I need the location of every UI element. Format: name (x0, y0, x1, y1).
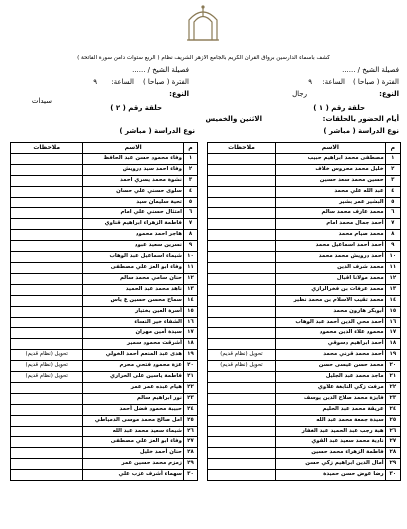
row-number: ١٢ (183, 273, 197, 284)
row-name: محمد حسن عيسى حسن (276, 361, 386, 372)
row-name: أحمد ابراهيم دسوقي (276, 339, 386, 350)
table-row (11, 197, 198, 208)
row-note (208, 372, 276, 383)
row-name: وفاء احمد سيد درويش (83, 164, 184, 175)
right-type-label: النوع: (379, 90, 399, 98)
table-header-row (11, 143, 198, 154)
row-note (208, 241, 276, 252)
table-row (208, 208, 401, 219)
row-name: شيماء اسماعيل عبد الوهاب (83, 252, 184, 263)
row-name: أحمد جمال محمد امام (276, 219, 386, 230)
row-note (11, 415, 83, 426)
row-note (11, 328, 83, 339)
row-number: ١١ (385, 262, 400, 273)
table-row (208, 415, 401, 426)
row-name: أحمد محمد قرني محمد (276, 350, 386, 361)
row-name: هدى عبد المنعم أحمد الخولي (83, 350, 184, 361)
row-note (11, 230, 83, 241)
table-row (208, 448, 401, 459)
row-name: وفاء ابو العز علي مصطفى (83, 262, 184, 273)
row-number: ٣ (385, 175, 400, 186)
row-note (11, 186, 83, 197)
col-num-header: م (385, 143, 400, 154)
left-circle: حلقة رقم ( ٢ ) (110, 104, 162, 112)
row-note (208, 328, 276, 339)
row-number: ٩ (183, 241, 197, 252)
row-name: عزة محمود فتحي محرم (83, 361, 184, 372)
row-name: أشرقت محمود سمير (83, 339, 184, 350)
table-row (208, 219, 401, 230)
col-name-header: الاسم (276, 143, 386, 154)
azhar-logo (184, 2, 222, 46)
row-number: ٢٠ (183, 361, 197, 372)
row-number: ١٦ (183, 317, 197, 328)
row-name: فاطمة الزهراء محمد حسين (276, 448, 386, 459)
row-name: أسرة العين بختيار (83, 306, 184, 317)
row-number: ٢٩ (183, 459, 197, 470)
left-hour-value: ٩ (93, 78, 97, 86)
row-number: ٥ (183, 197, 197, 208)
row-name: خليل محمد محروس خلاف (276, 164, 386, 175)
row-number: ١٥ (183, 306, 197, 317)
row-note (208, 437, 276, 448)
row-number: ١ (385, 153, 400, 164)
row-number: ٢٧ (183, 437, 197, 448)
row-number: ٣٠ (385, 470, 400, 481)
row-number: ١٣ (183, 284, 197, 295)
table-row (208, 284, 401, 295)
row-note (11, 241, 83, 252)
row-note (11, 317, 83, 328)
row-number: ٣٠ (183, 470, 197, 481)
row-number: ٢ (385, 164, 400, 175)
table-row (208, 393, 401, 404)
table-row (11, 284, 198, 295)
row-name: وفاء ابو العز علي مصطفى (83, 437, 184, 448)
row-note (208, 186, 276, 197)
row-note (11, 295, 83, 306)
row-name: هاجر احمد محمود (83, 230, 184, 241)
left-hour-label: الساعة: (111, 78, 134, 86)
row-name: عريقة محمد عبد الحليم (276, 404, 386, 415)
table-row (208, 262, 401, 273)
row-number: ٢٢ (385, 382, 400, 393)
table-row (208, 230, 401, 241)
left-level: فصيلة الشيخ / ...... (132, 66, 189, 74)
table-row (11, 219, 198, 230)
row-note (208, 208, 276, 219)
row-number: ٢٨ (183, 448, 197, 459)
table-row (11, 262, 198, 273)
row-name: شيماء سعيد محمد عبد الله (83, 426, 184, 437)
table-row (208, 317, 401, 328)
row-note (208, 197, 276, 208)
row-name: عبد الله علي محمد (276, 186, 386, 197)
table-row (11, 393, 198, 404)
row-name: حبيبة محمود فضل أحمد (83, 404, 184, 415)
table-row (11, 164, 198, 175)
table-row (208, 241, 401, 252)
row-number: ٦ (385, 208, 400, 219)
row-note (11, 273, 83, 284)
col-name-header: الاسم (83, 143, 184, 154)
row-name: محمود علاء الدين محمود (276, 328, 386, 339)
table-row (11, 437, 198, 448)
row-note (208, 339, 276, 350)
row-note (11, 459, 83, 470)
row-note (11, 382, 83, 393)
row-name: هبة رجب عبد الحميد عبد الغفار (276, 426, 386, 437)
row-note (208, 164, 276, 175)
row-number: ١٩ (183, 350, 197, 361)
row-name: البشير عمر بشير (276, 197, 386, 208)
table-row (11, 252, 198, 263)
table-row (11, 295, 198, 306)
row-name: محمد صيام محمد (276, 230, 386, 241)
row-note (208, 284, 276, 295)
row-note (11, 153, 83, 164)
row-name: فاطمة ياسين على الحراري (83, 372, 184, 383)
row-number: ٢٨ (385, 448, 400, 459)
table-row (11, 459, 198, 470)
right-roster-table (207, 142, 401, 481)
row-number: ٣ (183, 175, 197, 186)
row-name: سماح محسن حسين ع ياس (83, 295, 184, 306)
row-number: ١٧ (385, 328, 400, 339)
row-note (208, 252, 276, 263)
row-name: سيدة جمعة محمد عبد الله (276, 415, 386, 426)
row-name: مصطفى محمد ابراهيم حبيب (276, 153, 386, 164)
table-row (208, 153, 401, 164)
row-note (11, 448, 83, 459)
row-number: ٢٧ (385, 437, 400, 448)
row-note: تحويل (نظام قديم) (208, 361, 276, 372)
table-row (11, 306, 198, 317)
row-note (208, 415, 276, 426)
row-name: نور ابراهيم سالم (83, 393, 184, 404)
row-number: ٢٢ (183, 382, 197, 393)
table-row (208, 186, 401, 197)
row-note (11, 426, 83, 437)
row-number: ١٠ (183, 252, 197, 263)
row-note (208, 459, 276, 470)
row-number: ٢١ (385, 372, 400, 383)
row-note (208, 448, 276, 459)
table-row (11, 350, 198, 361)
row-note (11, 175, 83, 186)
row-number: ٧ (183, 219, 197, 230)
right-days-label: أيام الحضور بالحلقات: (322, 115, 399, 123)
row-name: ماجد محمد عبد الجليل (276, 372, 386, 383)
row-number: ٢٤ (385, 404, 400, 415)
row-number: ٥ (385, 197, 400, 208)
row-number: ٧ (385, 219, 400, 230)
row-name: حنان سامي محمد سالم (83, 273, 184, 284)
row-note (208, 426, 276, 437)
table-row (11, 273, 198, 284)
row-note (11, 404, 83, 415)
row-number: ٩ (385, 241, 400, 252)
row-note (208, 470, 276, 481)
left-type-label: النوع: (169, 90, 189, 98)
row-name: أحمد درويش محمد محمد (276, 252, 386, 263)
row-number: ١٨ (385, 339, 400, 350)
table-row (208, 328, 401, 339)
table-row (208, 339, 401, 350)
row-number: ١٠ (385, 252, 400, 263)
row-note (11, 339, 83, 350)
row-note (208, 262, 276, 273)
row-note (208, 382, 276, 393)
row-name: فاطمة الزهراء ابراهيم قناوي (83, 219, 184, 230)
right-days-value: الاثنين والخميس (205, 115, 262, 123)
row-note (208, 219, 276, 230)
row-note (11, 306, 83, 317)
left-roster-table (10, 142, 198, 481)
row-note (11, 252, 83, 263)
row-number: ٨ (183, 230, 197, 241)
col-notes-header: ملاحظات (11, 143, 83, 154)
row-number: ٢٦ (183, 426, 197, 437)
table-row (208, 175, 401, 186)
table-row (11, 382, 198, 393)
row-name: فايزة محمد صلاح الدين يوسف (276, 393, 386, 404)
row-note (11, 219, 83, 230)
row-name: تحية سليمان سيد (83, 197, 184, 208)
table-row (208, 382, 401, 393)
row-note (11, 262, 83, 273)
row-name: أحمد أحمد اسماعيل محمد (276, 241, 386, 252)
left-study-type: نوع الدراسة ( مباشر ) (119, 127, 195, 135)
row-name: رضا عوض حسن حميدة (276, 470, 386, 481)
row-number: ٢٩ (385, 459, 400, 470)
right-study-type: نوع الدراسة ( مباشر ) (323, 127, 399, 135)
row-name: امتثال حسني علي امام (83, 208, 184, 219)
table-row (208, 437, 401, 448)
row-name: محمد تقيب الاسلام بن محمد نظير (276, 295, 386, 306)
row-name: ناهد محمد عبد الحميد (83, 284, 184, 295)
table-row (11, 230, 198, 241)
row-name: الشفاء خير النساء (83, 317, 184, 328)
row-note (11, 208, 83, 219)
row-note (11, 437, 83, 448)
table-row (208, 426, 401, 437)
row-number: ١٤ (385, 295, 400, 306)
row-name: هيام عبده عمر عمر (83, 382, 184, 393)
right-hour-label: الساعة: (322, 78, 345, 86)
row-name: أمال الدين ابراهيم زكي حسن (276, 459, 386, 470)
table-row (11, 404, 198, 415)
row-name: محمد شرف الدين (276, 262, 386, 273)
row-note: تحويل (نظام قديم) (11, 350, 83, 361)
row-number: ٢٠ (385, 361, 400, 372)
row-name: حسين محمد سعد حسين (276, 175, 386, 186)
row-number: ٢٣ (183, 393, 197, 404)
row-name: حنان أحمد خليل (83, 448, 184, 459)
row-number: ١١ (183, 262, 197, 273)
row-number: ٨ (385, 230, 400, 241)
table-header-row (208, 143, 401, 154)
row-note (11, 470, 83, 481)
row-name: محمد مولانا اقبال (276, 273, 386, 284)
row-number: ١٢ (385, 273, 400, 284)
row-note (208, 306, 276, 317)
row-note (208, 175, 276, 186)
right-circle: حلقة رقم ( ١ ) (313, 104, 365, 112)
row-note (208, 404, 276, 415)
row-name: سلوى حسني علي حسان (83, 186, 184, 197)
row-name: أبوبكر هارون محمد (276, 306, 386, 317)
table-row (208, 273, 401, 284)
row-number: ٢٥ (183, 415, 197, 426)
row-name: نشوة محمد يسري احمد (83, 175, 184, 186)
table-row (11, 208, 198, 219)
table-row (208, 197, 401, 208)
row-number: ٢٦ (385, 426, 400, 437)
table-row (11, 372, 198, 383)
row-number: ١٣ (385, 284, 400, 295)
row-number: ١٦ (385, 317, 400, 328)
row-note: تحويل (نظام قديم) (208, 350, 276, 361)
col-notes-header: ملاحظات (208, 143, 276, 154)
row-name: أحمد محي الدين أحمد عبد الوهاب (276, 317, 386, 328)
row-name: مرفت زكي النابغة علاوي (276, 382, 386, 393)
row-note (208, 273, 276, 284)
table-row (11, 186, 198, 197)
row-name: زمزم محمد حسين عمر (83, 459, 184, 470)
row-number: ٤ (183, 186, 197, 197)
table-row (11, 153, 198, 164)
table-row (11, 470, 198, 481)
table-row (208, 404, 401, 415)
table-row (208, 372, 401, 383)
row-number: ١٤ (183, 295, 197, 306)
row-number: ١ (183, 153, 197, 164)
row-number: ١٧ (183, 328, 197, 339)
row-number: ١٩ (385, 350, 400, 361)
right-period: الفترة ( صباحا ) (352, 78, 399, 86)
right-type-value: رجال (292, 90, 307, 98)
row-number: ٢٥ (385, 415, 400, 426)
row-name: محمد عارف محمد سالم (276, 208, 386, 219)
table-row (11, 241, 198, 252)
row-number: ٤ (385, 186, 400, 197)
row-number: ٢٣ (385, 393, 400, 404)
table-row (11, 339, 198, 350)
row-note (11, 393, 83, 404)
table-row (208, 306, 401, 317)
row-note (208, 153, 276, 164)
row-name: سيدة أمين مهران (83, 328, 184, 339)
row-number: ٢ (183, 164, 197, 175)
table-row (11, 317, 198, 328)
row-note (208, 295, 276, 306)
row-name: وفاء محمود حسن عبد الحافظ (83, 153, 184, 164)
table-row (208, 350, 401, 361)
table-row (11, 328, 198, 339)
table-row (11, 448, 198, 459)
row-note (208, 393, 276, 404)
col-num-header: م (183, 143, 197, 154)
left-type-value: سيدات (31, 97, 52, 105)
row-number: ١٥ (385, 306, 400, 317)
row-note (11, 164, 83, 175)
row-number: ٢٤ (183, 404, 197, 415)
table-row (208, 470, 401, 481)
table-row (11, 415, 198, 426)
table-row (11, 426, 198, 437)
right-level: فصيلة الشيخ / ...... (342, 66, 399, 74)
row-name: نسرين سعيد عبود (83, 241, 184, 252)
table-row (11, 175, 198, 186)
document-title: كشف بأسماء الدارسين برواق القرآن الكريم بالجامع الأزهر الشريف نظام ( الربع ستوات دامن سورة الفاتحة ) (77, 55, 330, 61)
row-note (11, 197, 83, 208)
row-note (208, 317, 276, 328)
row-note: تحويل (نظام قديم) (11, 361, 83, 372)
left-period: الفترة ( صباحا ) (142, 78, 189, 86)
row-number: ١٨ (183, 339, 197, 350)
row-name: امل صالح محمد موسى الدمياطي (83, 415, 184, 426)
row-name: سهماء أشرف عزب علي (83, 470, 184, 481)
table-row (208, 295, 401, 306)
table-row (208, 252, 401, 263)
table-row (208, 361, 401, 372)
row-name: محمد عرفات بن فخرالرازي (276, 284, 386, 295)
row-number: ٢١ (183, 372, 197, 383)
table-row (208, 164, 401, 175)
right-hour-value: ٩ (308, 78, 312, 86)
row-note (208, 230, 276, 241)
row-note: تحويل (نظام قديم) (11, 372, 83, 383)
row-note (11, 284, 83, 295)
row-name: نادية محمد سعيد عبد القوي (276, 437, 386, 448)
table-row (208, 459, 401, 470)
table-row (11, 361, 198, 372)
row-number: ٦ (183, 208, 197, 219)
